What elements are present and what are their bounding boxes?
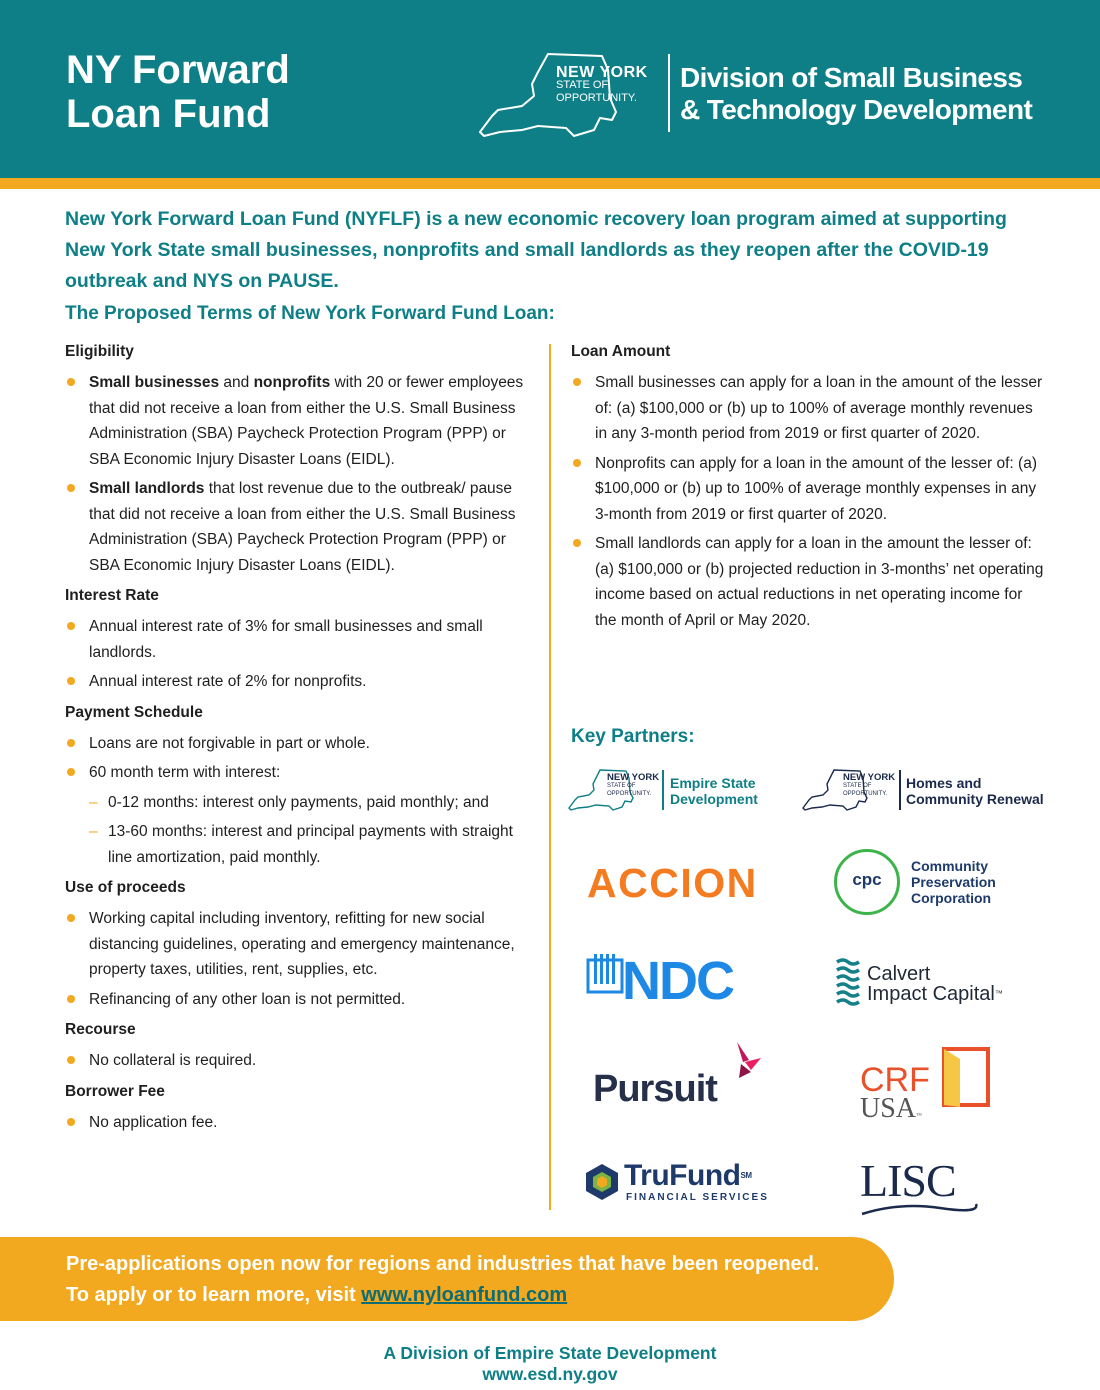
trufund-name-text: TruFund <box>624 1159 741 1192</box>
partner-logo-hcr <box>802 768 1062 812</box>
list-item <box>65 760 540 870</box>
partner-logo-ndc <box>586 950 756 1012</box>
payment-term-sublist <box>89 790 540 871</box>
loan-amount-title: Loan Amount <box>571 343 671 360</box>
list-item: Annual interest rate of 3% for small businesses and small landlords. <box>65 614 540 665</box>
list-item: Nonprofits can apply for a loan in the amount of the lesser of: (a) $100,000 or (b) up to 100% of average monthly expenses in any 3-month from 2019 or first quarter of 2020. <box>571 451 1046 528</box>
hcr-nys-line-2: STATE OF <box>843 783 872 789</box>
key-partners-title: Key Partners: <box>571 726 695 747</box>
use-of-proceeds-title: Use of proceeds <box>65 879 186 896</box>
hcr-name <box>906 775 1044 807</box>
list-item: No application fee. <box>65 1110 540 1136</box>
text: 60 month term with interest: <box>89 764 281 781</box>
ndc-name: NDC <box>622 951 733 1011</box>
partner-logo-lisc <box>860 1156 980 1220</box>
nys-wordmark <box>556 66 648 105</box>
recourse-list <box>65 1048 540 1074</box>
crf-door-icon <box>938 1045 992 1109</box>
esd-name-line-2: Development <box>670 791 758 807</box>
title-line-1: NY Forward <box>66 48 290 92</box>
bold-text: Small businesses <box>89 374 220 391</box>
nys-wordmark-line-1: NEW YORK <box>556 64 648 81</box>
esd-divider <box>662 770 664 810</box>
bold-text: Small landlords <box>89 480 205 497</box>
esd-nys-line-1: NEW YORK <box>607 772 660 783</box>
list-item: Annual interest rate of 2% for nonprofits. <box>65 669 540 695</box>
trufund-subtitle: FINANCIAL SERVICES <box>626 1192 769 1203</box>
nyloanfund-link[interactable]: www.nyloanfund.com <box>361 1284 568 1306</box>
cta-text <box>66 1249 819 1311</box>
payment-schedule-title: Payment Schedule <box>65 703 203 721</box>
hcr-name-line-2: Community Renewal <box>906 791 1044 807</box>
division-line-1: Division of Small Business <box>680 62 1023 93</box>
interest-rate-title: Interest Rate <box>65 587 159 604</box>
terms-subheading: The Proposed Terms of New York Forward Fund Loan: <box>65 303 555 324</box>
esd-nys-line-3: OPPORTUNITY. <box>607 791 652 797</box>
hcr-name-line-1: Homes and <box>906 775 982 791</box>
sub-list-item: – 0-12 months: interest only payments, paid monthly; and <box>89 790 540 816</box>
partner-logo-esd <box>568 768 768 812</box>
cpc-mark: cpc <box>852 870 882 889</box>
hcr-nys-line-1: NEW YORK <box>843 772 896 783</box>
partner-logo-trufund <box>584 1160 774 1206</box>
pursuit-bird-icon <box>733 1040 763 1080</box>
hcr-divider <box>899 770 901 810</box>
bold-text: nonprofits <box>253 374 331 391</box>
sub-list-item: – 13-60 months: interest and principal payments with straight line amortization, paid monthly. <box>89 819 540 870</box>
logo-divider <box>668 54 670 132</box>
calvert-name-line-2: Impact Capital <box>867 983 995 1005</box>
list-item <box>65 370 540 472</box>
use-of-proceeds-list <box>65 906 540 1012</box>
crf-name: CRF <box>860 1061 930 1099</box>
list-item: No collateral is required. <box>65 1048 540 1074</box>
cpc-name-line-2: Preservation <box>911 874 996 890</box>
lisc-name: LISC <box>860 1155 956 1206</box>
header-stripe <box>0 178 1100 189</box>
column-divider <box>549 344 551 1210</box>
list-item <box>65 476 540 578</box>
esd-name <box>670 775 758 807</box>
nys-wordmark-line-3: OPPORTUNITY. <box>556 92 637 104</box>
partner-logo-calvert <box>835 956 1015 1008</box>
terms-right-column <box>571 342 1046 641</box>
partner-logo-crf-usa <box>860 1045 1000 1125</box>
cpc-name-line-1: Community <box>911 858 988 874</box>
trufund-hexagon-icon <box>584 1162 620 1202</box>
trufund-servicemark: SM <box>740 1171 752 1180</box>
partner-logo-accion: ACCION <box>587 860 758 906</box>
list-item: Small businesses can apply for a loan in the amount of the lesser of: (a) $100,000 or (b) up to 100% of average monthly revenues in any 3-month period from 2019 or first quarter of 2020. <box>571 370 1046 447</box>
calvert-name <box>867 964 1003 1004</box>
calvert-name-line-1: Calvert <box>867 963 931 985</box>
list-item: Refinancing of any other loan is not permitted. <box>65 987 540 1013</box>
lisc-swoosh-icon <box>860 1200 978 1218</box>
text: that lost revenue due to the outbreak/ pause that did not receive a loan from either the U.S. Small Business Administration (SBA) Paycheck Protection Program (PPP) or SBA Economic Injury Disaster Loans (EIDL). <box>89 480 516 574</box>
esd-website-link[interactable]: www.esd.ny.gov <box>482 1364 618 1384</box>
recourse-title: Recourse <box>65 1021 136 1038</box>
hcr-nys-line-3: OPPORTUNITY. <box>843 791 888 797</box>
esd-name-line-1: Empire State <box>670 775 756 791</box>
crf-trademark: ™ <box>916 1113 922 1119</box>
division-line-2: & Technology Development <box>680 94 1033 125</box>
borrower-fee-list <box>65 1110 540 1136</box>
text: with 20 or fewer employees that did not receive a loan from either the U.S. Small Business Administration (SBA) Paycheck Protection Program (PPP) or SBA Economic Injury Disaster Loans (EIDL). <box>89 374 524 468</box>
list-item: Working capital including inventory, refitting for new social distancing guidelines, operating and emergency maintenance, property taxes, utilities, rent, supplies, etc. <box>65 906 540 983</box>
calvert-waves-icon <box>835 958 861 1006</box>
crf-usa <box>860 1095 922 1130</box>
esd-nys-line-2: STATE OF <box>607 783 636 789</box>
footer-line-1: A Division of Empire State Development <box>383 1343 717 1363</box>
crf-usa-text: USA <box>860 1093 917 1124</box>
partner-logo-cpc <box>834 849 1014 917</box>
payment-schedule-list <box>65 731 540 871</box>
eligibility-list <box>65 370 540 578</box>
trufund-name <box>624 1160 751 1192</box>
page-title <box>66 48 290 136</box>
eligibility-title: Eligibility <box>65 343 134 360</box>
esd-nys-wordmark <box>607 774 659 798</box>
interest-rate-list <box>65 614 540 695</box>
list-item: Loans are not forgivable in part or whole. <box>65 731 540 757</box>
hcr-nys-wordmark <box>843 774 895 798</box>
cpc-name-line-3: Corporation <box>911 890 992 906</box>
ndc-building-icon <box>586 952 624 1010</box>
calvert-trademark: ™ <box>994 989 1003 998</box>
cta-line-1: Pre-applications open now for regions and industries that have been reopened. <box>66 1253 820 1275</box>
partner-logo-pursuit <box>593 1040 773 1112</box>
text: and <box>219 374 254 391</box>
terms-left-column <box>65 342 540 1143</box>
pursuit-name: Pursuit <box>593 1068 717 1110</box>
list-item: Small landlords can apply for a loan in the amount the lesser of: (a) $100,000 or (b) projected reduction in 3-months’ net operating income based on actual reductions in net operating income for the month of April or May 2020. <box>571 531 1046 633</box>
borrower-fee-title: Borrower Fee <box>65 1082 165 1100</box>
loan-amount-list <box>571 370 1046 633</box>
cpc-name <box>911 858 996 906</box>
cta-line-2-prefix: To apply or to learn more, visit <box>66 1284 362 1306</box>
intro-paragraph: New York Forward Loan Fund (NYFLF) is a new economic recovery loan program aimed at supporting New York State small businesses, nonprofits and small landlords as they reopen after the COVID-19 outbreak and NYS on PAUSE. <box>65 208 1007 292</box>
division-name <box>680 62 1032 126</box>
title-line-2: Loan Fund <box>66 92 271 136</box>
nys-wordmark-line-2: STATE OF <box>556 79 609 91</box>
footer <box>0 1343 1100 1385</box>
